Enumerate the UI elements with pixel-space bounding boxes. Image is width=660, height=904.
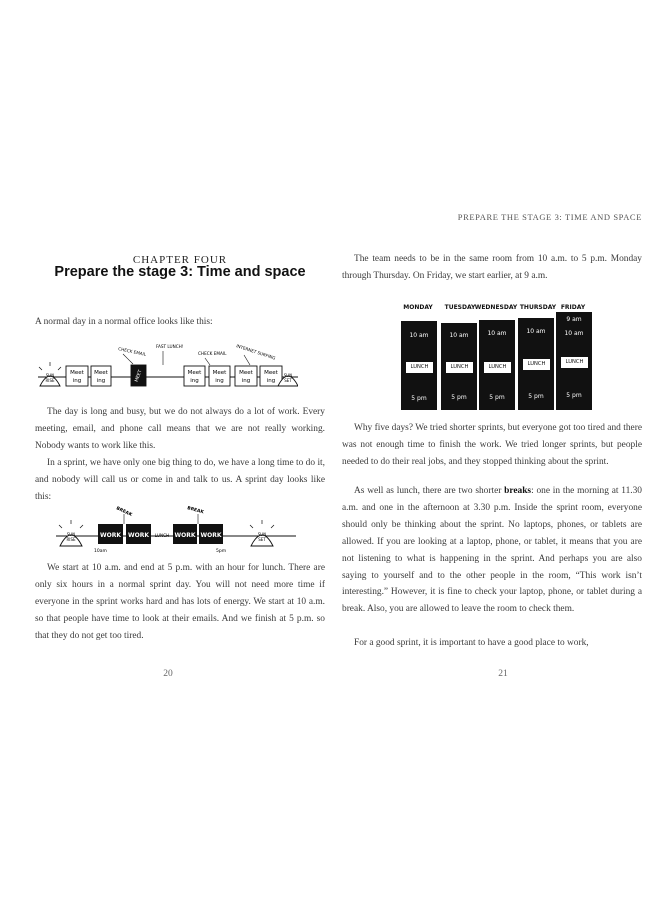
day-friday: FRIDAY [560,304,586,311]
paragraph-r3 [342,483,642,618]
day-thursday: THURSDAY [519,304,557,311]
paragraph-1: The day is long and busy, but we do not always do a lot of work. Every meeting, email, and phone call means that we are not really working. Nobody wants to work like this. [35,407,325,451]
start-time-wednesday: 10 am [487,330,507,337]
paragraph-r3-start: As well as lunch, there are two shorter [354,486,505,496]
meeting-label-6a: Meet [239,370,253,376]
chapter-label: CHAPTER FOUR [132,254,228,266]
page-number: 20 [163,669,173,679]
lunch-label: LUNCH [154,533,170,538]
meeting-block [66,366,88,386]
paragraph-r3-rest: : one in the morning at 11.30 a.m. and one in the afternoon at 3.30 p.m. Inside the sprint room, everyone should only be thinking about the sprint. No laptops, phones, or tablets are allowed. If you are looking at a laptop, phone, or tablet, it means that you are not listening to what is happening in the sprint. And perhaps you are also saying to yourself and to the other people in the room, “This work isn’t interesting.” However, it is fine to check your laptop, phone, or tablet during a break. Also, you are allowed to leave the room to check them. [342,486,642,615]
lunch-box-friday: LUNCH [560,356,589,369]
start-time-tuesday: 10 am [449,332,469,339]
end-time-tuesday: 5 pm [451,394,467,401]
sunrise-label-2: RISE [45,378,55,383]
chapter-title: Prepare the stage 3: Time and space [54,264,306,280]
meeting-block-dark [131,365,146,386]
note-fast-lunch: FAST LUNCH! [156,344,184,349]
end-time-label: 5pm [216,549,227,554]
work-block [199,524,223,544]
paragraph-3: We start at 10 a.m. and end at 5 p.m. with an hour for lunch. There are only six hours in a normal sprint day. You will not need more time if everyone in the sprint works hard and has lots of energy. We start at 10 a.m. so that people have time to look at their emails. And we finish at 5 p.m. so that they do not get too tired. [35,563,325,641]
work-label-1: WORK [100,532,121,539]
meeting-label-2b: ing [96,378,106,384]
meeting-block [260,366,282,386]
work-label-2: WORK [128,532,149,539]
normal-day-drawing [38,340,298,394]
paragraph-2: In a sprint, we have only one big thing to do, we have a long time to do it, and nobody will call us or come in and talk to us. A sprint day looks like this: [35,458,325,502]
sprint-sunrise-label-2: RISE [66,537,76,542]
day-tuesday: TUESDAY [444,304,476,311]
work-label-4: WORK [200,532,222,539]
meeting-label-7a: Meet [264,370,278,376]
end-time-monday: 5 pm [411,395,427,402]
paragraph-r1: The team needs to be in the same room from 10 a.m. to 5 p.m. Monday through Thursday. On Friday, we start earlier, at 9 a.m. [342,254,642,281]
meeting-label-6b: ing [241,378,251,384]
meeting-block [184,366,205,386]
break-label-1: BREAK [115,506,133,518]
meeting-label-2a: Meet [94,370,108,376]
work-label-3: WORK [174,532,196,539]
note-internet-surfing: INTERNET SURFING [235,343,277,361]
start-time-thursday: 10 am [526,328,546,335]
meeting-label-3: MEET [134,369,144,383]
intro-text: A normal day in a normal office looks like this: [35,317,213,327]
right-page [330,0,660,904]
start-time-monday: 10 am [409,332,429,339]
mid-time-friday: 10 am [564,330,584,337]
meeting-block [91,366,111,386]
meeting-label-4a: Meet [187,370,202,376]
meeting-label-5b: ing [215,378,224,384]
meeting-label-7b: ing [266,378,276,384]
work-block [98,524,123,544]
work-block [126,524,151,544]
meeting-label-4b: ing [190,378,199,384]
sunrise-label-1: SUN [45,373,55,378]
note-check-email: CHECK EMAIL [117,346,147,357]
end-time-wednesday: 5 pm [489,394,505,401]
page-number: 21 [498,669,508,679]
end-time-thursday: 5 pm [528,393,544,400]
running-head: PREPARE THE STAGE 3: TIME AND SPACE [457,212,642,222]
sprint-sunset-label-1: SUN [257,532,267,537]
work-block [173,524,197,544]
breaks-term: breaks [504,486,532,496]
sprint-day-drawing [56,500,296,556]
sunset-icon [250,520,274,546]
sunrise-icon [39,362,61,386]
break-label-2: BREAK [186,506,205,516]
lunch-box-tuesday: LUNCH [445,361,474,374]
sprint-sunrise-label-1: SUN [66,532,76,537]
end-time-friday: 5 pm [566,392,582,399]
sunrise-icon [59,520,83,546]
sunset-label-1: SUN [283,373,293,378]
meeting-label-1a: Meet [70,370,84,376]
sunset-label-2: SET [284,378,292,383]
paragraph-r2: Why five days? We tried shorter sprints, but everyone got too tired and there was not enough time to finish the work. We tried longer sprints, but people needed to do their real jobs, and they stopped thinking about the sprint. [342,423,642,467]
lunch-box-thursday: LUNCH [522,358,551,371]
paragraph-r4: For a good sprint, it is important to have a good place to work, [354,638,589,648]
meeting-label-1b: ing [72,378,82,384]
meeting-block [235,366,257,386]
day-wednesday: WEDNESDAY [474,304,518,311]
lunch-box-wednesday: LUNCH [483,361,512,374]
note-check-email-2: CHECK EMAIL [198,351,227,356]
start-time-friday: 9 am [566,316,582,323]
meeting-label-5a: Meet [212,370,227,376]
day-monday: MONDAY [403,304,433,311]
start-time-label: 10am [94,549,107,554]
sprint-sunset-label-2: SET [258,537,266,542]
lunch-box-monday: LUNCH [405,361,434,374]
meeting-block [209,366,230,386]
